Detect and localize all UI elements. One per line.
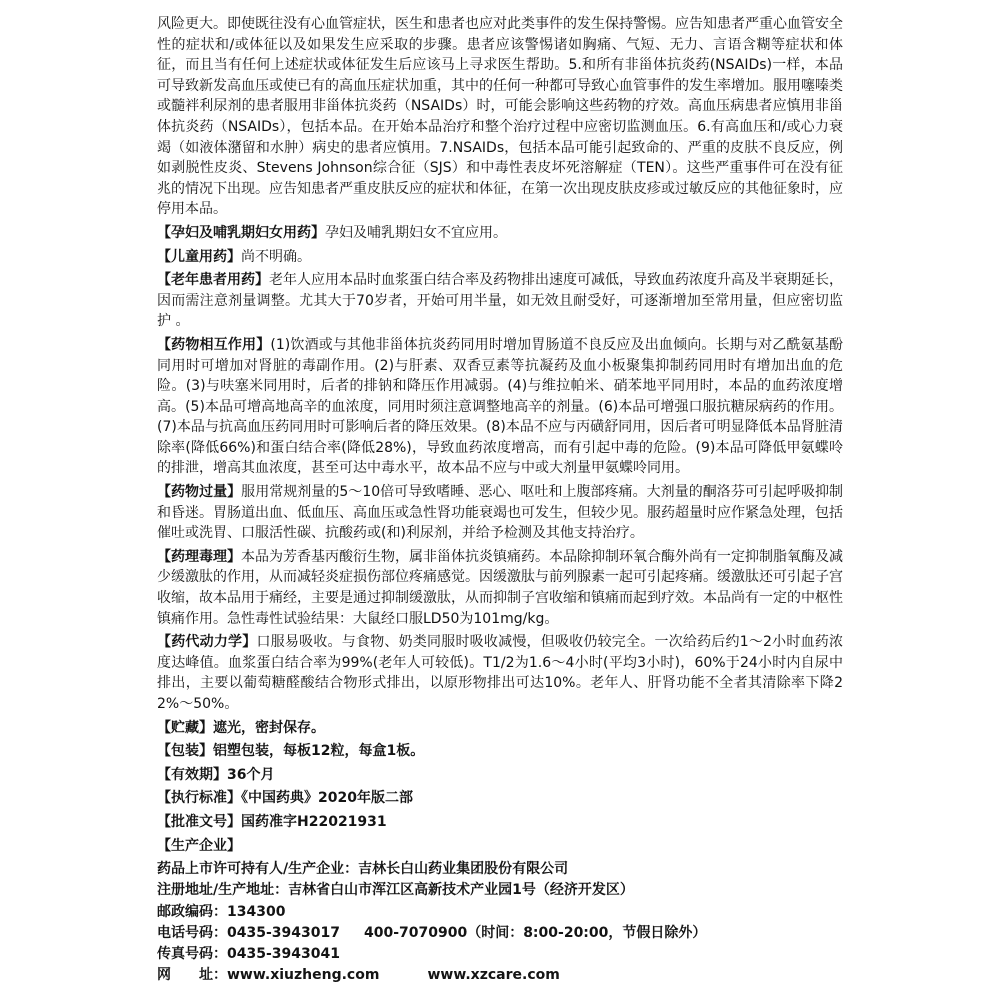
fax-row (157, 944, 843, 965)
section-text: 服用常规剂量的5～10倍可导致嗜睡、恶心、呕吐和上腹部疼痛。大剂量的酮洛芬可引起呼吸抑制和昏迷。胃肠道出血、低血压、高血压或急性肾功能衰竭也可发生，但较少见。服药超量时应作紧急处理，包括催吐或洗胃、口服活性碳、抗酸药或(和)利尿剂，并给予检测及其他支持治疗。 (157, 484, 843, 542)
address-label: 注册地址/生产地址： (157, 882, 289, 899)
section-expiry (157, 765, 843, 786)
section-text: 铝塑包装，每板12粒，每盒1板。 (213, 743, 425, 760)
section-geriatric (157, 270, 843, 332)
section-pregnancy (157, 223, 843, 244)
leaflet-page (157, 14, 843, 986)
section-heading: 【药物相互作用】 (157, 336, 271, 353)
section-storage (157, 718, 843, 739)
website-label: 网 址： (157, 967, 227, 984)
fax-label: 传真号码： (157, 945, 227, 962)
section-heading: 【贮藏】 (157, 719, 213, 736)
section-package (157, 741, 843, 762)
postcode-row (157, 902, 843, 923)
section-heading: 【批准文号】 (157, 813, 241, 830)
section-pharmacology (157, 547, 843, 629)
section-heading: 【老年患者用药】 (157, 272, 269, 289)
website-link-secondary: www.xzcare.com (427, 967, 560, 984)
precautions-continued (157, 14, 843, 220)
postcode-value: 134300 (227, 903, 286, 920)
fax-value: 0435-3943041 (227, 945, 340, 962)
section-approval (157, 812, 843, 833)
section-text: 老年人应用本品时血浆蛋白结合率及药物排出速度可减低，导致血药浓度升高及半衰期延长，因而需注意剂量调整。尤其大于70岁者，开始可用半量，如无效且耐受好，可逐渐增加至常用量，但应密切监护 。 (157, 272, 843, 330)
section-interactions (157, 335, 843, 479)
section-pediatric (157, 247, 843, 268)
section-standard (157, 788, 843, 809)
phone-label: 电话号码： (157, 924, 227, 941)
holder-label: 药品上市许可持有人/生产企业： (157, 861, 359, 878)
section-text: 口服易吸收。与食物、奶类同服时吸收减慢，但吸收仍较完全。一次给药后约1～2小时血药浓度达峰值。血浆蛋白结合率为99%(老年人可较低)。T1/2为1.6～4小时(平均3小时)，60%于24小时内自尿中排出，主要以葡萄糖醛酸结合物形式排出，以原形物排出可达10%。老年人、肝肾功能不全者其清除率下降22%～50%。 (157, 634, 844, 712)
website-row (157, 965, 843, 986)
holder-row (157, 859, 843, 880)
phone-row (157, 923, 843, 944)
section-text: 风险更大。即使既往没有心血管症状，医生和患者也应对此类事件的发生保持警惕。应告知患者严重心血管安全性的症状和/或体征以及如果发生应采取的步骤。患者应该警惕诸如胸痛、气短、无力、言语含糊等症状和体征，而且当有任何上述症状或体征发生后应该马上寻求医生帮助。5.和所有非甾体抗炎药(NSAIDs)一样，本品可导致新发高血压或使已有的高血压症状加重，其中的任何一种都可导致心血管事件的发生率增加。服用噻嗪类或髓袢利尿剂的患者服用非甾体抗炎药（NSAIDs）时，可能会影响这些药物的疗效。高血压病患者应慎用非甾体抗炎药（NSAIDs），包括本品。在开始本品治疗和整个治疗过程中应密切监测血压。6.有高血压和/或心力衰竭（如液体潴留和水肿）病史的患者应慎用。7.NSAIDs，包括本品可能引起致命的、严重的皮肤不良反应，例如剥脱性皮炎、Stevens Johnson综合征（SJS）和中毒性表皮坏死溶解症（TEN）。这些严重事件可在没有征兆的情况下出现。应告知患者严重皮肤反应的症状和体征，在第一次出现皮肤皮疹或过敏反应的其他征象时，应停用本品。 (157, 16, 843, 218)
section-heading: 【包装】 (157, 743, 213, 760)
section-text: 遮光，密封保存。 (213, 719, 325, 736)
section-overdose (157, 482, 843, 544)
section-heading: 【药物过量】 (157, 484, 242, 501)
section-manufacturer (157, 836, 843, 857)
section-text: 36个月 (227, 766, 275, 783)
phone-value: 0435-3943017 (227, 924, 340, 941)
manufacturer-block (157, 859, 843, 986)
address-row (157, 880, 843, 901)
section-text: (1)饮酒或与其他非甾体抗炎药同用时增加胃肠道不良反应及出血倾向。长期与对乙酰氨基酚同用时可增加对肾脏的毒副作用。(2)与肝素、双香豆素等抗凝药及血小板聚集抑制药同用时有增加出血的危险。(3)与呋塞米同用时，后者的排钠和降压作用减弱。(4)与维拉帕米、硝苯地平同用时，本品的血药浓度增高。(5)本品可增高地高辛的血浓度，同用时须注意调整地高辛的剂量。(6)本品可增强口服抗糖尿病药的作用。(7)本品与抗高血压药同用时可影响后者的降压效果。(8)本品不应与丙磺舒同用，因后者可明显降低本品肾脏清除率(降低66%)和蛋白结合率(降低28%)，导致血药浓度增高，而有引起中毒的危险。(9)本品可降低甲氨蝶呤的排泄，增高其血浓度，甚至可达中毒水平，故本品不应与中或大剂量甲氨蝶呤同用。 (157, 336, 843, 477)
website-link-primary: www.xiuzheng.com (227, 967, 380, 984)
postcode-label: 邮政编码： (157, 903, 227, 920)
hotline-value: 400-7070900（时间：8:00-20:00，节假日除外） (363, 924, 707, 941)
section-text: 尚不明确。 (241, 248, 311, 265)
section-heading: 【药代动力学】 (157, 634, 257, 651)
section-pharmacokinetics (157, 632, 843, 714)
section-heading: 【有效期】 (157, 766, 227, 783)
address-value: 吉林省白山市浑江区高新技术产业园1号（经济开发区） (288, 882, 634, 899)
section-heading: 【生产企业】 (157, 837, 241, 854)
section-heading: 【孕妇及哺乳期妇女用药】 (157, 224, 325, 241)
section-text: 《中国药典》2020年版二部 (241, 790, 413, 807)
section-heading: 【药理毒理】 (157, 548, 241, 565)
section-text: 本品为芳香基丙酸衍生物，属非甾体抗炎镇痛药。本品除抑制环氧合酶外尚有一定抑制脂氧酶及减少缓激肽的作用，从而减轻炎症损伤部位疼痛感觉。因缓激肽与前列腺素一起可引起疼痛。缓激肽还可引起子宫收缩，故本品用于痛经，主要是通过抑制缓激肽，从而抑制子宫收缩和镇痛而起到疗效。本品尚有一定的中枢性镇痛作用。急性毒性试验结果：大鼠经口服LD50为101mg/kg。 (157, 548, 843, 627)
section-text: 孕妇及哺乳期妇女不宜应用。 (325, 224, 507, 241)
section-text: 国药准字H22021931 (241, 813, 387, 830)
section-heading: 【儿童用药】 (157, 248, 241, 265)
holder-value: 吉林长白山药业集团股份有限公司 (358, 861, 569, 878)
section-heading: 【执行标准】 (157, 790, 241, 807)
